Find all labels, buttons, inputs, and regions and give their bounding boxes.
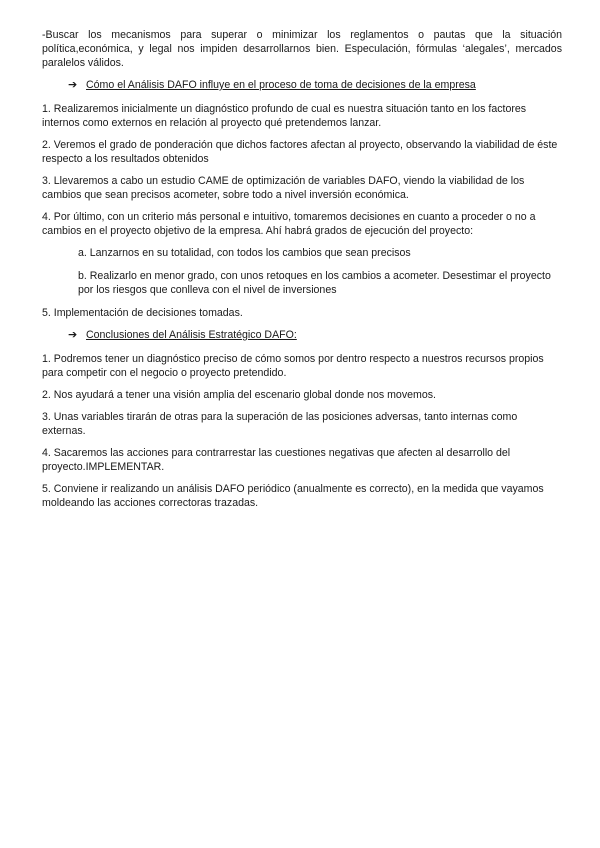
section-heading-dafo-decisions <box>68 78 562 92</box>
intro-paragraph: -Buscar los mecanismos para superar o minimizar los reglamentos o pautas que la situación política,económica, y legal nos impiden desarrollarnos bien. Especulación, fórmulas ‘alegales’, mercados paralelos válidos. <box>42 29 562 69</box>
list-item: 5. Implementación de decisiones tomadas. <box>42 307 243 319</box>
list-item: 5. Conviene ir realizando un análisis DAFO periódico (anualmente es correcto), en la medida que vayamos moldeando las acciones correctoras trazadas. <box>42 483 544 509</box>
list-item: 1. Realizaremos inicialmente un diagnóstico profundo de cual es nuestra situación tanto en los factores internos como externos en relación al proyecto qué pretendemos lanzar. <box>42 103 527 129</box>
section-heading-text: Conclusiones del Análisis Estratégico DAFO: <box>86 329 297 341</box>
list-item: 2. Nos ayudará a tener una visión amplia del escenario global donde nos movemos. <box>42 389 436 401</box>
arrow-icon: ➔ <box>68 78 78 91</box>
sub-list-item: b. Realizarlo en menor grado, con unos retoques en los cambios a acometer. Desestimar el proyecto por los riesgos que conlleva con el nivel de inversiones <box>78 270 551 296</box>
list-item: 3. Llevaremos a cabo un estudio CAME de optimización de variables DAFO, viendo la viabilidad de los cambios que sean precisos acometer, sobre todo a nivel inversión económica. <box>42 175 525 201</box>
list-item: 3. Unas variables tirarán de otras para la superación de las posiciones adversas, tanto internas como externas. <box>42 411 518 437</box>
arrow-icon: ➔ <box>68 328 78 341</box>
sub-list-item: a. Lanzarnos en su totalidad, con todos los cambios que sean precisos <box>78 247 411 259</box>
list-item: 4. Sacaremos las acciones para contrarrestar las cuestiones negativas que afecten al desarrollo del proyecto.IMPLEMENTAR. <box>42 447 511 473</box>
document-page <box>42 28 562 518</box>
list-item: 2. Veremos el grado de ponderación que dichos factores afectan al proyecto, observando la viabilidad de éste respecto a los resultados obtenidos <box>42 139 558 165</box>
list-item: 1. Podremos tener un diagnóstico preciso de cómo somos por dentro respecto a nuestros recursos propios para competir con el negocio o proyecto pretendido. <box>42 353 544 379</box>
list-item: 4. Por último, con un criterio más personal e intuitivo, tomaremos decisiones en cuanto a proceder o no a cambios en el proyecto objetivo de la empresa. Ahí habrá grados de ejecución del proyecto: <box>42 211 536 237</box>
section-heading-text: Cómo el Análisis DAFO influye en el proceso de toma de decisiones de la empresa <box>86 79 476 91</box>
section-heading-dafo-conclusions <box>68 328 562 342</box>
